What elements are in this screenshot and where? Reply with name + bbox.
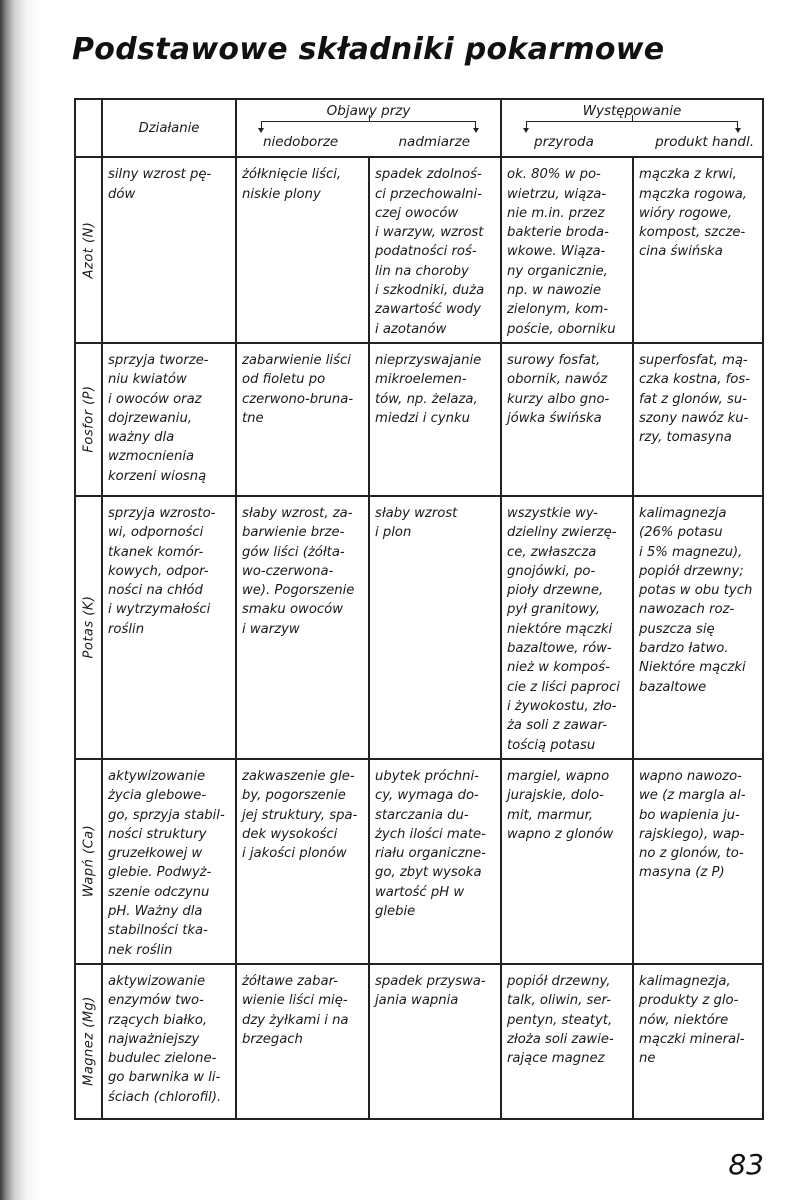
table-cell: ubytek próchni- cy, wymaga do- starczania du- żych ilości mate- riału organiczne- go, zbyt wysoka wartość pH w glebie (369, 759, 501, 964)
table-cell: wapno nawozo- we (z margla al- bo wapienia ju- rajskiego), wap- no z glonów, to- masyna (z P) (633, 759, 763, 964)
row-label-magnesium: Magnez (Mg) (80, 996, 96, 1087)
table-cell: kalimagnezja, produkty z glo- nów, niektóre mączki mineral- ne (633, 964, 763, 1119)
table-cell: wszystkie wy- dzieliny zwierzę- ce, zwłaszcza gnojówki, po- pioły drzewne, pył granitowy, niektóre mączki bazaltowe, rów- nież w kompoś- cie z liści paproci i żywokostu, zło- ża soli z zawar- tością potasu (501, 496, 633, 759)
table-cell: ok. 80% w po- wietrzu, wiąza- nie m.in. przez bakterie broda- wkowe. Wiąza- ny organicznie, np. w nawozie zielonym, kom- poście, oborniku (501, 157, 633, 343)
header-deficiency: niedoborze (263, 134, 339, 150)
table-cell: słaby wzrost i plon (369, 496, 501, 759)
header-symptoms-bracket (261, 119, 476, 133)
table-cell: kalimagnezja (26% potasu i 5% magnezu), popiół drzewny; potas w obu tych nawozach roz- puszcza się bardzo łatwo. Niektóre mączki bazaltowe (633, 496, 763, 759)
row-label-cell (75, 157, 102, 343)
header-symptoms-title: Objawy przy (326, 103, 411, 119)
header-nature: przyroda (534, 134, 594, 150)
table-row-calcium (75, 759, 763, 964)
nutrients-table (74, 98, 764, 1120)
row-label-phosphorus: Fosfor (P) (80, 385, 96, 454)
table-cell: aktywizowanie życia glebowe- go, sprzyja stabil- ności struktury gruzełkowej w glebie. Podwyż- szenie odczynu pH. Ważny dla stabilności tka- nek roślin (102, 759, 236, 964)
table-row-phosphorus (75, 343, 763, 496)
table-cell: popiół drzewny, talk, oliwin, ser- pentyn, steatyt, złoża soli zawie- rające magnez (501, 964, 633, 1119)
table-row-nitrogen (75, 157, 763, 343)
table-cell: mączka z krwi, mączka rogowa, wióry rogowe, kompost, szcze- cina świńska (633, 157, 763, 343)
header-commercial: produkt handl. (655, 134, 754, 150)
table-row-magnesium (75, 964, 763, 1119)
header-occurrence-title: Występowanie (582, 103, 682, 119)
row-label-cell (75, 343, 102, 496)
table-cell: nieprzyswajanie mikroelemen- tów, np. żelaza, miedzi i cynku (369, 343, 501, 496)
header-occurrence-bracket (526, 119, 738, 133)
table-cell: słaby wzrost, za- barwienie brze- gów liści (żółta- wo-czerwona- we). Pogorszenie smaku owoców i warzyw (236, 496, 369, 759)
row-label-calcium: Wapń (Ca) (80, 825, 96, 898)
page-edge-shadow (0, 0, 40, 1200)
table-cell: zabarwienie liści od fioletu po czerwono-bruna- tne (236, 343, 369, 496)
table-cell: superfosfat, mą- czka kostna, fos- fat z glonów, su- szony nawóz ku- rzy, tomasyna (633, 343, 763, 496)
page-number: 83 (728, 1148, 764, 1181)
header-symptoms (236, 99, 501, 157)
table-cell: surowy fosfat, obornik, nawóz kurzy albo gno- jówka świńska (501, 343, 633, 496)
row-label-cell (75, 759, 102, 964)
row-label-nitrogen: Azot (N) (80, 221, 96, 279)
table-cell: silny wzrost pę- dów (102, 157, 236, 343)
table-cell: sprzyja tworze- niu kwiatów i owoców oraz dojrzewaniu, ważny dla wzmocnienia korzeni wiosną (102, 343, 236, 496)
table-cell: sprzyja wzrosto- wi, odporności tkanek komór- kowych, odpor- ności na chłód i wytrzymałości roślin (102, 496, 236, 759)
row-label-potassium: Potas (K) (80, 596, 96, 659)
table-cell: margiel, wapno jurajskie, dolo- mit, marmur, wapno z glonów (501, 759, 633, 964)
table-header-row (75, 99, 763, 157)
row-label-cell (75, 496, 102, 759)
row-label-cell (75, 964, 102, 1119)
table-cell: żółknięcie liści, niskie plony (236, 157, 369, 343)
table-cell: spadek przyswa- jania wapnia (369, 964, 501, 1119)
header-action: Działanie (102, 99, 236, 157)
table-row-potassium (75, 496, 763, 759)
header-corner (75, 99, 102, 157)
header-excess: nadmiarze (398, 134, 470, 150)
table-cell: spadek zdolnoś- ci przechowalni- czej owoców i warzyw, wzrost podatności roś- lin na choroby i szkodniki, duża zawartość wody i azotanów (369, 157, 501, 343)
header-occurrence (501, 99, 763, 157)
table-cell: żółtawe zabar- wienie liści mię- dzy żyłkami i na brzegach (236, 964, 369, 1119)
table-cell: zakwaszenie gle- by, pogorszenie jej struktury, spa- dek wysokości i jakości plonów (236, 759, 369, 964)
table-cell: aktywizowanie enzymów two- rzących białko, najważniejszy budulec zielone- go barwnika w li- ściach (chlorofil). (102, 964, 236, 1119)
page-title: Podstawowe składniki pokarmowe (72, 32, 665, 67)
